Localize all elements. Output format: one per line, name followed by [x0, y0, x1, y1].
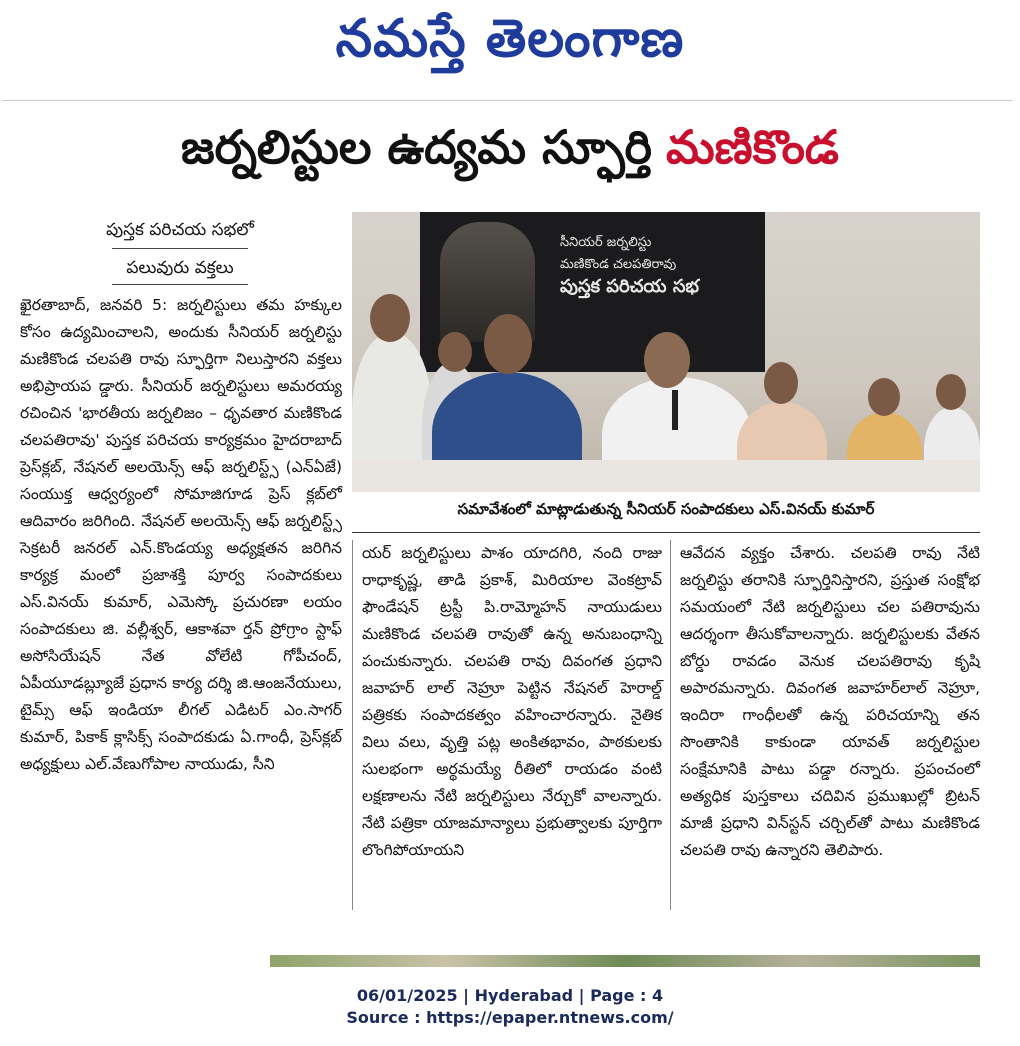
headline-main: జర్నలిస్టుల ఉద్యమ స్ఫూర్తి: [181, 119, 652, 174]
column-divider: [670, 540, 671, 910]
masthead-title: నమస్తే తెలంగాణ: [335, 8, 685, 69]
subhead-divider-2: [112, 284, 248, 285]
article-column-2: [362, 540, 662, 864]
banner-text: [560, 232, 760, 298]
next-article-photo-strip: [270, 955, 980, 967]
caption-rule: [352, 532, 980, 533]
speaker-head: [644, 332, 690, 388]
person-head: [370, 294, 410, 342]
photo-caption: సమావేశంలో మాట్లాడుతున్న సీనియర్ సంపాదకులు ఎస్.వినయ్ కుమార్: [457, 500, 875, 518]
article-paragraph: యర్ జర్నలిస్టులు పాశం యాదగిరి, నంది రాజు రాధాకృష్ణ, తాడి ప్రకాశ్, మిరియాల వెంకట్రావ్ ఫౌండేషన్ ట్రస్టీ పి.రామ్మోహన్ నాయుడులు మణికొండ చలపతి రావుతో ఉన్న అనుబంధాన్ని పంచుకున్నారు. చలపతి రావు దివంగత ప్రధాని జవాహర్ లాల్ నెహ్రూ పెట్టిన నేషనల్ హెరాల్డ్ పత్రికకు సంపాదకత్వం వహించారన్నారు. నైతిక విలు వలు, వృత్తి పట్ల అంకితభావం, పాఠకులకు సులభంగా అర్థమయ్యే రీతిలో రాయడం వంటి లక్షణాలను నేటి జర్నలిస్టులు నేర్చుకో వాలన్నారు. నేటి పత్రికా యాజమాన్యాలు ప్రభుత్వాలకు పూర్తిగా లొంగిపోయాయని: [362, 544, 662, 859]
banner-line: మణికొండ చలపతిరావు: [560, 257, 677, 272]
article-photo: [352, 212, 980, 492]
article-paragraph: ఆవేదన వ్యక్తం చేశారు. చలపతి రావు నేటి జర్నలిస్టు తరానికి స్ఫూర్తినిస్తారని, ప్రస్తుత సంక్షోభ సమయంలో నేటి జర్నలిస్టులు చల పతిరావును ఆదర్శంగా తీసుకోవాలన్నారు. జర్నలిస్టులకు వేతన బోర్డు రావడం వెనుక చలపతిరావు కృషి అపారమన్నారు. దివంగత జవాహర్‌లాల్ నెహ్రూ, ఇందిరా గాంధీలతో ఉన్న పరిచయాన్ని తన సొంతానికి కాకుండా యావత్ జర్నలిస్టుల సంక్షేమానికి పాటు పడ్డా రన్నారు. ప్రపంచంలో అత్యధిక పుస్తకాలు చదివిన ప్రముఖుల్లో బ్రిటన్ మాజీ ప్రధాని విన్‌స్టన్ చర్చిల్‌తో పాటు మణికొండ చలపతి రావు ఉన్నారని తెలిపారు.: [680, 544, 980, 859]
footer-source[interactable]: Source : https://epaper.ntnews.com/: [346, 1008, 674, 1027]
person-head: [936, 374, 966, 410]
article-column-1: [20, 292, 342, 778]
person-head: [438, 332, 472, 372]
column-divider: [352, 540, 353, 910]
banner-line: పుస్తక పరిచయ సభ: [560, 276, 699, 297]
person-head: [868, 378, 900, 416]
person-head: [484, 314, 532, 374]
banner-line: సీనియర్ జర్నలిస్టు: [560, 235, 652, 250]
person-head: [764, 362, 798, 404]
headline-highlight: మణికొండ: [665, 119, 839, 174]
article-paragraph: ఖైరతాబాద్, జనవరి 5: జర్నలిస్టులు తమ హక్కుల కోసం ఉద్యమించాలని, అందుకు సీనియర్ జర్నలిస్టు మణికొండ చలపతి రావు స్ఫూర్తిగా నిలుస్తారని వక్తలు అభిప్రాయప డ్డారు. సీనియర్ జర్నలిస్టులు అమరయ్య రచించిన 'భారతీయ జర్నలిజం – ధృవతార మణికొండ చలపతిరావు' పుస్తక పరిచయ కార్యక్రమం హైదరాబాద్ ప్రెస్‌క్లబ్, నేషనల్ అలయెన్స్ ఆఫ్ జర్నలిస్ట్స్ (ఎన్‌ఏజే) సంయుక్త ఆధ్వర్యంలో సోమాజిగూడ ప్రెస్ క్లబ్‌లో ఆదివారం జరిగింది. నేషనల్ అలయెన్స్ ఆఫ్ జర్నలిస్ట్స్ సెక్రటరీ జనరల్ ఎన్.కొండయ్య అధ్యక్షతన జరిగిన కార్యక్ర మంలో ప్రజాశక్తి పూర్వ సంపాదకులు ఎస్.వినయ్ కుమార్, ఎమెస్కో ప్రచురణా లయం సంపాదకులు జి. వల్లీశ్వర్, ఆకాశవా ర్తన్ ప్రోగ్రాం స్టాఫ్ అసోసియేషన్ నేత వోలేటి గోపీచంద్, ఏపీయూడబ్ల్యూజే ప్రధాన కార్య దర్శి జి.ఆంజనేయులు, టైమ్స్ ఆఫ్ ఇండియా లీగల్ ఎడిటర్ ఎం.సాగర్ కుమార్, పికాక్ క్లాసిక్స్ సంపాదకుడు ఏ.గాంధీ, ప్రెస్‌క్లబ్ అధ్యక్షులు ఎల్.వేణుగోపాల నాయుడు, సీని: [20, 296, 342, 773]
subhead-1: పుస్తక పరిచయ సభలో: [106, 220, 254, 240]
subhead-2: పలువురు వక్తలు: [126, 258, 234, 278]
article-column-3: [680, 540, 980, 864]
footer-date-page: 06/01/2025 | Hyderabad | Page : 4: [356, 986, 664, 1005]
headline: [0, 110, 1020, 195]
subhead-divider: [112, 248, 248, 249]
masthead: [0, 0, 1020, 90]
microphone: [672, 390, 678, 430]
masthead-rule: [2, 100, 1012, 101]
stage-table: [352, 460, 980, 492]
